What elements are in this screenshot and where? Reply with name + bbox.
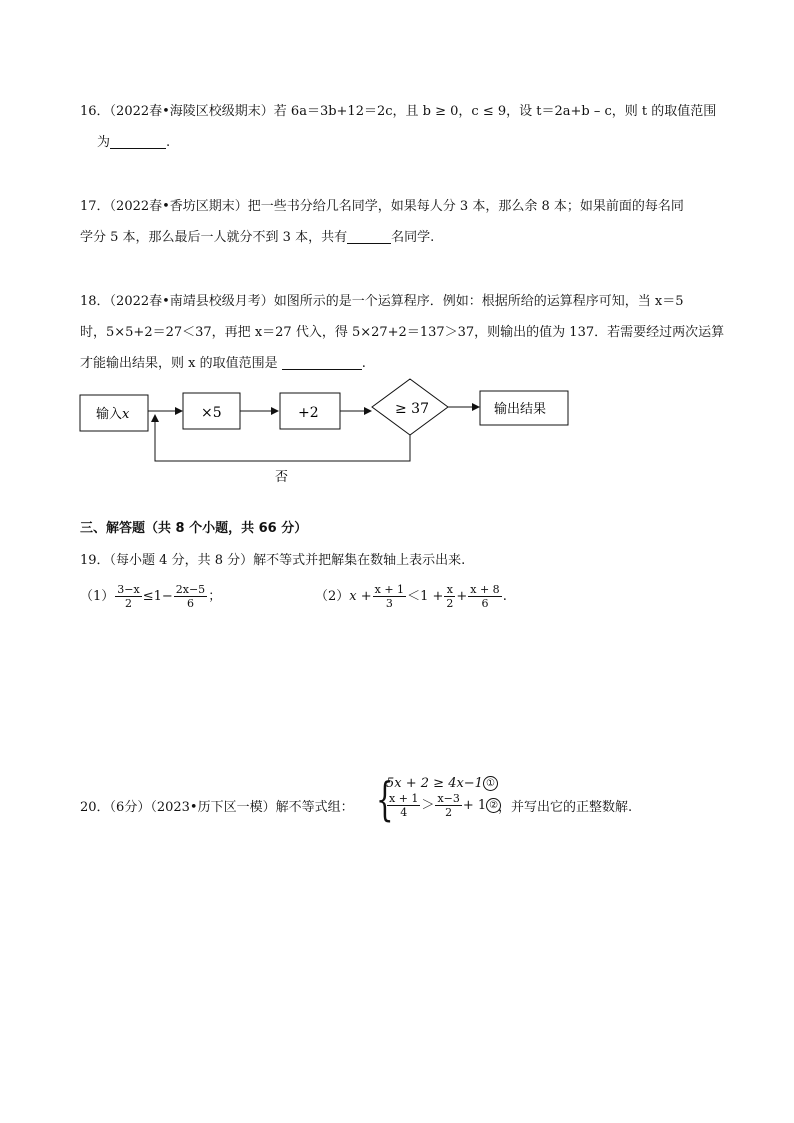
relation: ＜1 +: [407, 589, 444, 604]
tail: + 1: [462, 798, 487, 813]
part-1-label: （1）: [80, 589, 115, 604]
question-20-instruction: ，并写出它的正整数解.: [498, 800, 633, 815]
fraction: [444, 583, 455, 610]
no-label: 否: [275, 470, 289, 485]
loop-back-arrow: [155, 415, 410, 461]
numerator: x + 1: [389, 792, 419, 805]
section-3-heading: 三、解答题（共 8 个小题，共 66 分）: [80, 521, 308, 536]
part-2-end: .: [502, 589, 507, 604]
question-16-line-2: [97, 134, 170, 152]
fraction: [115, 583, 141, 610]
question-16-line-1: 16．（2022春•海陵区校级期末）若 6a＝3b+12＝2c，且 b ≥ 0，c ≤ 9，设 t＝2a+b – c，则 t 的取值范围: [80, 104, 717, 119]
numerator: 3−x: [117, 583, 140, 596]
circled-number: ②: [486, 798, 501, 813]
compare-label: ≥ 37: [395, 401, 429, 417]
inequality-2: [386, 792, 501, 819]
fraction: [387, 792, 420, 819]
answer-blank-18[interactable]: [282, 355, 362, 370]
denominator: 2: [446, 597, 454, 610]
question-18-text: 才能输出结果，则 x 的取值范围是: [80, 356, 278, 371]
denominator: 3: [385, 597, 393, 610]
answer-blank-17[interactable]: [347, 229, 391, 244]
answer-blank-16[interactable]: [110, 134, 166, 149]
question-17-line-2: [80, 229, 434, 247]
numerator: x + 1: [374, 583, 405, 596]
flowchart: [0, 375, 794, 495]
fraction: [435, 792, 461, 819]
fraction: [174, 583, 207, 610]
circled-number: ①: [483, 776, 498, 791]
denominator: 6: [481, 597, 489, 610]
question-18-line-3: [80, 355, 366, 373]
question-20-text: 20．（6分）（2023•历下区一模）解不等式组：: [80, 800, 354, 815]
question-19-part-2: [315, 580, 507, 614]
denominator: 2: [124, 597, 132, 610]
part-1-end: ；: [208, 589, 222, 604]
denominator: 6: [186, 597, 194, 610]
variable-term: x +: [349, 589, 372, 604]
question-19-part-1: [80, 580, 221, 614]
fraction: [373, 583, 406, 610]
multiply-label: ×5: [201, 405, 222, 421]
question-18-end: .: [361, 356, 366, 371]
left-brace-icon: {: [376, 772, 394, 826]
question-18-line-2: 时，5×5+2＝27＜37，再把 x＝27 代入，得 5×27+2＝137＞37，则输出的值为 137．若需要经过两次运算: [80, 325, 725, 340]
question-18-line-1: 18．（2022春•南靖县校级月考）如图所示的是一个运算程序．例如：根据所给的运算程序可知，当 x＝5: [80, 294, 684, 309]
question-16-end: .: [166, 135, 171, 150]
relation: ＞: [421, 798, 435, 813]
numerator: x: [444, 583, 455, 597]
question-17-line-1: 17．（2022春•香坊区期末）把一些书分给几名同学，如果每人分 3 本，那么余 8 本；如果前面的每名同: [80, 199, 684, 214]
question-19-line-1: 19．（每小题 4 分，共 8 分）解不等式并把解集在数轴上表示出来.: [80, 553, 466, 568]
denominator: 2: [445, 806, 453, 819]
numerator: 2x−5: [175, 583, 206, 596]
question-16-text: 为: [97, 135, 111, 150]
output-label: 输出结果: [494, 402, 547, 417]
part-2-label: （2）: [315, 589, 350, 604]
inequality-1: [386, 776, 498, 791]
fraction: [468, 583, 501, 610]
question-17-text: 学分 5 本，那么最后一人就分不到 3 本，共有: [80, 230, 348, 245]
inequality-1-expr: 5x + 2 ≥ 4x−1: [386, 776, 483, 791]
input-label: 输入x: [96, 407, 130, 422]
numerator: x + 8: [470, 583, 500, 596]
numerator: x−3: [437, 792, 460, 805]
inequality-system: [376, 772, 499, 830]
question-17-end: 名同学.: [391, 230, 435, 245]
denominator: 4: [400, 806, 408, 819]
add-label: +2: [298, 405, 319, 421]
relation: ≤1−: [142, 589, 173, 604]
plus: +: [456, 589, 468, 604]
